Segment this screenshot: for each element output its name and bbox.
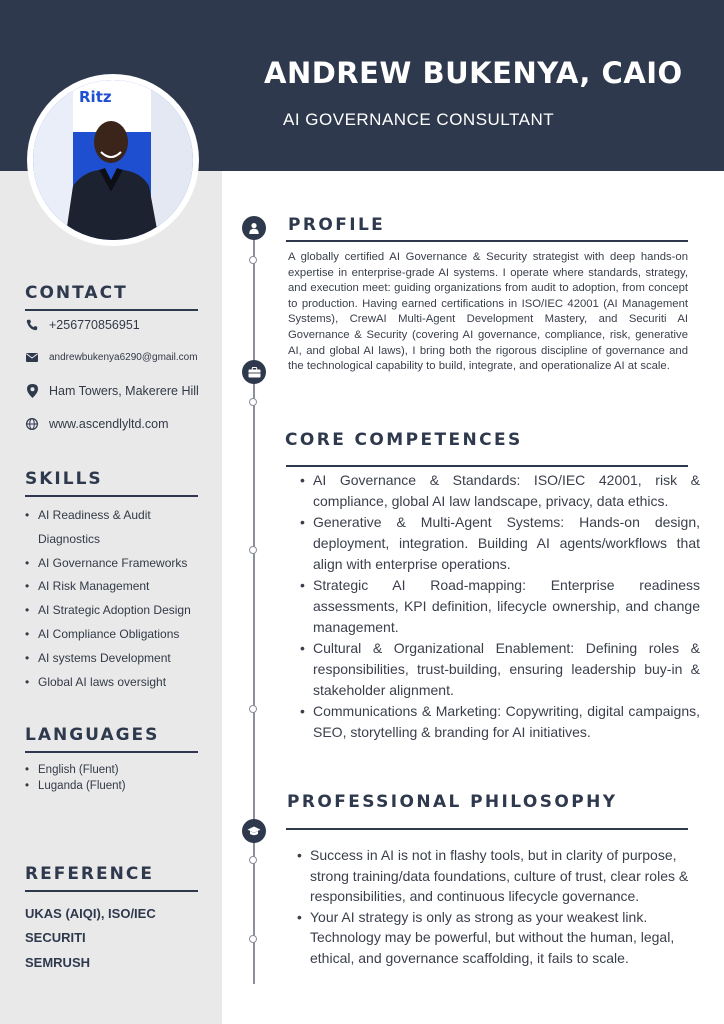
envelope-icon (25, 350, 39, 364)
skills-heading: SKILLS (25, 469, 103, 489)
contact-rule (25, 309, 198, 311)
photo-image (33, 80, 193, 240)
timeline-line (253, 236, 255, 984)
philosophy-heading: PROFESSIONAL PHILOSOPHY (287, 792, 618, 812)
briefcase-icon (242, 360, 266, 384)
contact-email[interactable]: andrewbukenya6290@gmail.com (49, 351, 198, 363)
reference-heading: REFERENCE (25, 864, 154, 884)
timeline-dot (249, 256, 257, 264)
competence-item: • Communications & Marketing: Copywriting, digital campaigns, SEO, storytelling & branding for AI initiatives. (298, 701, 700, 743)
photo-badge-text: Ritz (79, 88, 112, 106)
skill-item: • AI Compliance Obligations (25, 623, 205, 647)
profile-photo (27, 74, 199, 246)
contact-phone[interactable]: +256770856951 (49, 318, 140, 332)
competence-item: • Cultural & Organizational Enablement: Defining roles & responsibilities, trust-building, ensuring leadership buy-in & stakeholder alignment. (298, 638, 700, 701)
languages-list (25, 762, 126, 794)
timeline-dot (249, 856, 257, 864)
contact-heading: CONTACT (25, 283, 128, 303)
timeline-dot (249, 398, 257, 406)
profile-rule (286, 240, 688, 242)
language-item: • English (Fluent) (25, 762, 126, 778)
phone-icon (25, 318, 39, 332)
contact-website[interactable]: www.ascendlyltd.com (49, 417, 169, 431)
portrait-illustration (33, 80, 193, 240)
skill-item: • AI systems Development (25, 647, 205, 671)
reference-rule (25, 890, 198, 892)
graduation-cap-icon (242, 819, 266, 843)
competence-item: • Strategic AI Road-mapping: Enterprise readiness assessments, KPI definition, lifecycle ownership, and change management. (298, 575, 700, 638)
contact-phone-row (25, 318, 140, 332)
competences-rule (286, 465, 688, 467)
candidate-name: ANDREW BUKENYA, CAIO (264, 56, 683, 90)
philosophy-rule (286, 828, 688, 830)
timeline-dot (249, 935, 257, 943)
location-pin-icon (25, 384, 39, 398)
competence-item: • AI Governance & Standards: ISO/IEC 42001, risk & compliance, global AI law landscape, privacy, data ethics. (298, 470, 700, 512)
philosophy-item: • Your AI strategy is only as strong as your weakest link. Technology may be powerful, but without the human, legal, ethical, and governance scaffolding, it fails to scale. (295, 907, 695, 969)
skills-list (25, 504, 205, 694)
person-icon (242, 216, 266, 240)
profile-heading: PROFILE (288, 215, 386, 235)
timeline-dot (249, 705, 257, 713)
contact-address: Ham Towers, Makerere Hill (49, 384, 199, 398)
philosophy-item: • Success in AI is not in flashy tools, but in clarity of purpose, strong training/data foundations, culture of trust, clear roles & responsibilities, and continuous lifecycle governance. (295, 845, 695, 907)
profile-summary: A globally certified AI Governance & Security strategist with deep hands-on expertise in enterprise-grade AI systems. I operate where standards, strategy, and execution meet: guiding organizations from audit to adoption, from concept to production. Having earned certifications in ISO/IEC 42001 (AI Management Systems), CrewAI Multi-Agent Development Mastery, and Securiti AI Governance & Security (covering AI governance, compliance, risk, generative AI, and global AI laws), I bring both the rigorous discipline of governance and the technological capability to build, integrate, and operationalize AI at scale. (288, 251, 688, 373)
skill-item: • AI Governance Frameworks (25, 552, 205, 576)
languages-rule (25, 751, 198, 753)
skill-item: • AI Strategic Adoption Design (25, 599, 205, 623)
skill-item: • AI Risk Management (25, 575, 205, 599)
contact-address-row (25, 384, 199, 398)
skill-item: • AI Readiness & Audit Diagnostics (25, 504, 205, 552)
competences-list (298, 470, 700, 743)
languages-heading: LANGUAGES (25, 725, 160, 745)
reference-item: UKAS (AIQI), ISO/IEC (25, 906, 156, 921)
job-title: AI GOVERNANCE CONSULTANT (283, 110, 555, 129)
skill-item: • Global AI laws oversight (25, 671, 205, 695)
philosophy-list (295, 845, 695, 968)
timeline-dot (249, 546, 257, 554)
reference-item: SECURITI (25, 930, 86, 945)
skills-rule (25, 495, 198, 497)
competence-item: • Generative & Multi-Agent Systems: Hands-on design, deployment, integration. Building AI agents/workflows that align with enterprise operations. (298, 512, 700, 575)
reference-item: SEMRUSH (25, 955, 91, 970)
competences-heading: CORE COMPETENCES (285, 430, 523, 450)
contact-website-row (25, 417, 169, 431)
globe-icon (25, 417, 39, 431)
language-item: • Luganda (Fluent) (25, 778, 126, 794)
contact-email-row (25, 350, 198, 364)
